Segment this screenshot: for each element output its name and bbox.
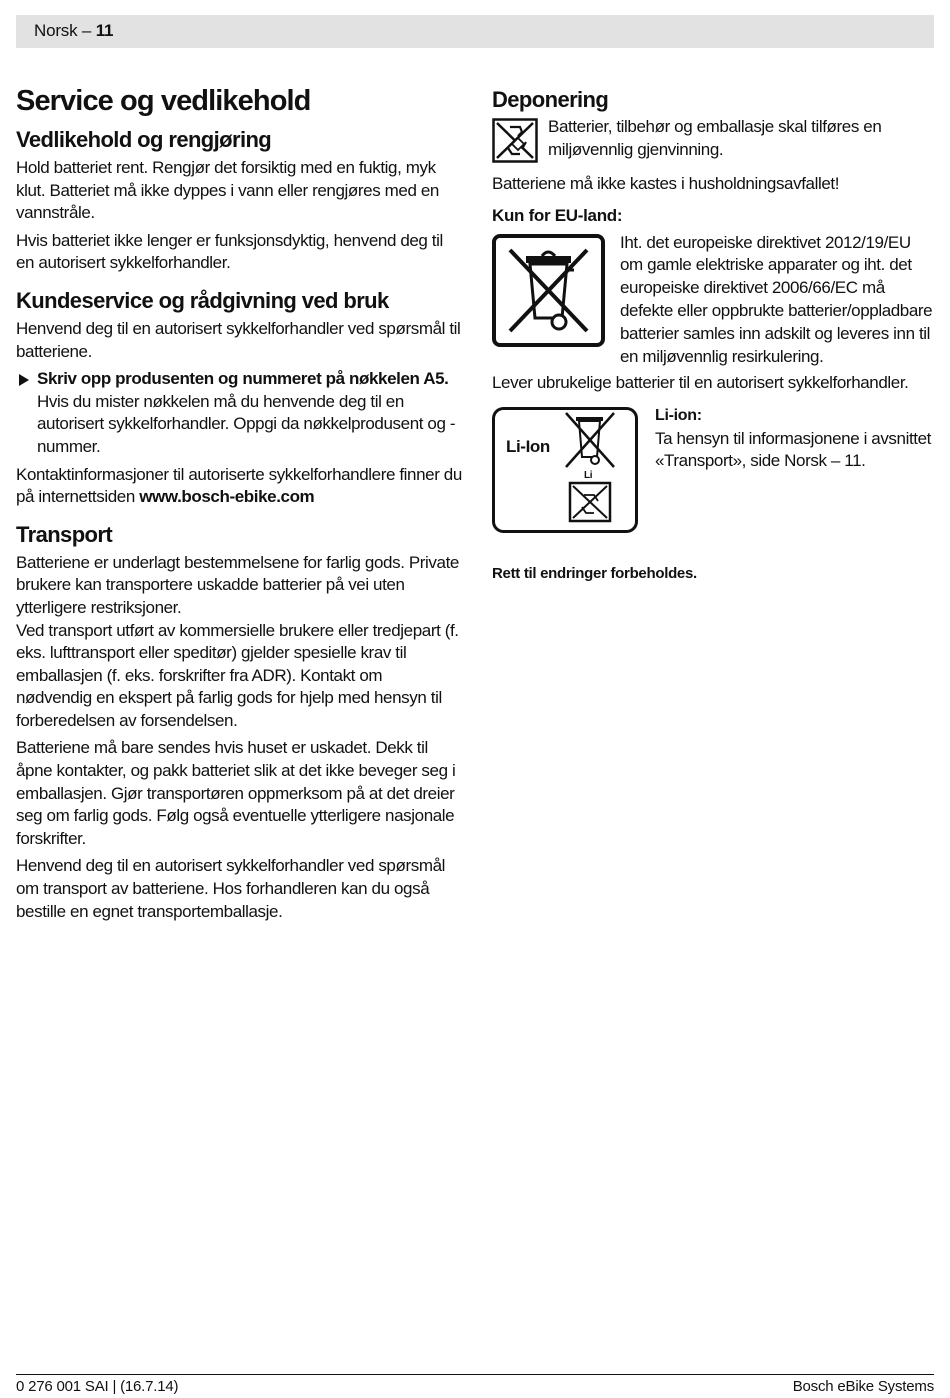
maintenance-paragraph-1: Hold batteriet rent. Rengjør det forsiktig med en fuktig, myk klut. Batteriet må ikke dyppes i vann eller rengjøres med en vannstråle. [16,158,439,223]
transport-heading: Transport [16,521,113,547]
li-label: Li [584,469,593,481]
liion-row [492,405,936,533]
transport-paragraph-3: Batteriene må bare sendes hvis huset er uskadet. Dekk til åpne kontakter, og pakk batteriet slik at det ikke beveger seg i emballasjen. Gjør transportøren oppmerksom på at det dreier seg om farlig gods. Følg også eventuelle ytterligere nasjonale forskrifter. [16,738,456,848]
dealer-text: Lever ubrukelige batterier til en autorisert sykkelforhandler. [492,373,909,393]
left-column [16,82,462,928]
recycle-packaging-icon [492,118,538,163]
transport-paragraph-1 [16,552,462,733]
customer-service-heading: Kundeservice og rådgivning ved bruk [16,287,389,313]
transport-paragraph-4: Henvend deg til en autorisert sykkelforhandler ved spørsmål om transport av batteriene. Hos forhandleren kan du også bestille en egnet transportemballasje. [16,856,446,921]
page-number: 11 [95,21,114,40]
maintenance-heading: Vedlikehold og rengjøring [16,127,272,152]
page-header [16,15,934,48]
footer-doc-id: 0 276 001 SAI | (16.7.14) [16,1378,179,1395]
liion-text: Ta hensyn til informasjonene i avsnittet «Transport», side Norsk – 11. [655,428,931,471]
household-text: Batteriene må ikke kastes i husholdningsavfallet! [492,174,840,193]
eu-heading: Kun for EU-land: [492,205,623,225]
website-link[interactable]: www.bosch-ebike.com [139,487,315,507]
transport-p1: Batteriene er underlagt bestemmelsene for farlig gods. Private brukere kan transportere uskadde batterier på vei uten ytterligere restriksjoner. [16,552,459,617]
header-language: Norsk [34,21,78,40]
page-header-text [34,21,113,41]
li-ion-battery-icon [492,407,638,533]
transport-p2: Ved transport utført av kommersielle brukere eller tredjepart (f. eks. lufttransport eller speditør) gjelder spesielle krav til emballasjen (f. eks. forskrifter fra ADR). Kontakt om nødvendig en ekspert på farlig gods for hjelp med hensyn til forberedelsen av forsendelsen. [16,620,459,730]
eu-directive-text: Iht. det europeiske direktivet 2012/19/EU om gamle elektriske apparater og iht. det europeiske direktivet 2006/66/EC må defekte eller oppbrukte batterier/oppladbare batterier samles inn adskilt og leveres inn til en miljøvennlig resirkulering. [620,232,933,366]
right-column [492,82,936,586]
section-title: Service og vedlikehold [16,85,311,117]
reserved-notice: Rett til endringer forbeholdes. [492,564,697,582]
liion-text-block [655,405,936,473]
recycle-text: Batterier, tilbehør og emballasje skal tilføres en miljøvennlig gjenvinning. [548,117,882,159]
footer-company: Bosch eBike Systems [792,1378,934,1395]
small-recycle-icon [570,483,610,521]
contact-paragraph [16,464,462,509]
customer-service-paragraph: Henvend deg til en autorisert sykkelforhandler ved spørsmål til batteriene. [16,318,461,361]
bullet-triangle-icon [19,374,29,386]
contact-text: Kontaktinformasjoner til autoriserte sykkelforhandlere finner du på internettsiden [16,464,462,507]
eu-row [492,232,936,369]
disposal-heading: Deponering [492,87,609,112]
footer-divider [16,1374,934,1375]
liion-icon-label: Li-Ion [506,436,550,456]
key-bullet-heading: Skriv opp produsenten og nummeret på nøkkelen A5. [37,369,449,389]
key-bullet [16,368,462,458]
maintenance-paragraph-2: Hvis batteriet ikke lenger er funksjonsdyktig, henvend deg til en autorisert sykkelforhandler. [16,230,443,273]
key-bullet-text: Hvis du mister nøkkelen må du henvende deg til en autorisert sykkelforhandler. Oppgi da nøkkelprodusent og -nummer. [37,391,456,456]
liion-heading: Li-ion: [655,406,702,424]
crossed-bin-icon [492,234,605,347]
recycle-row [492,116,936,163]
header-separator: – [77,21,96,40]
